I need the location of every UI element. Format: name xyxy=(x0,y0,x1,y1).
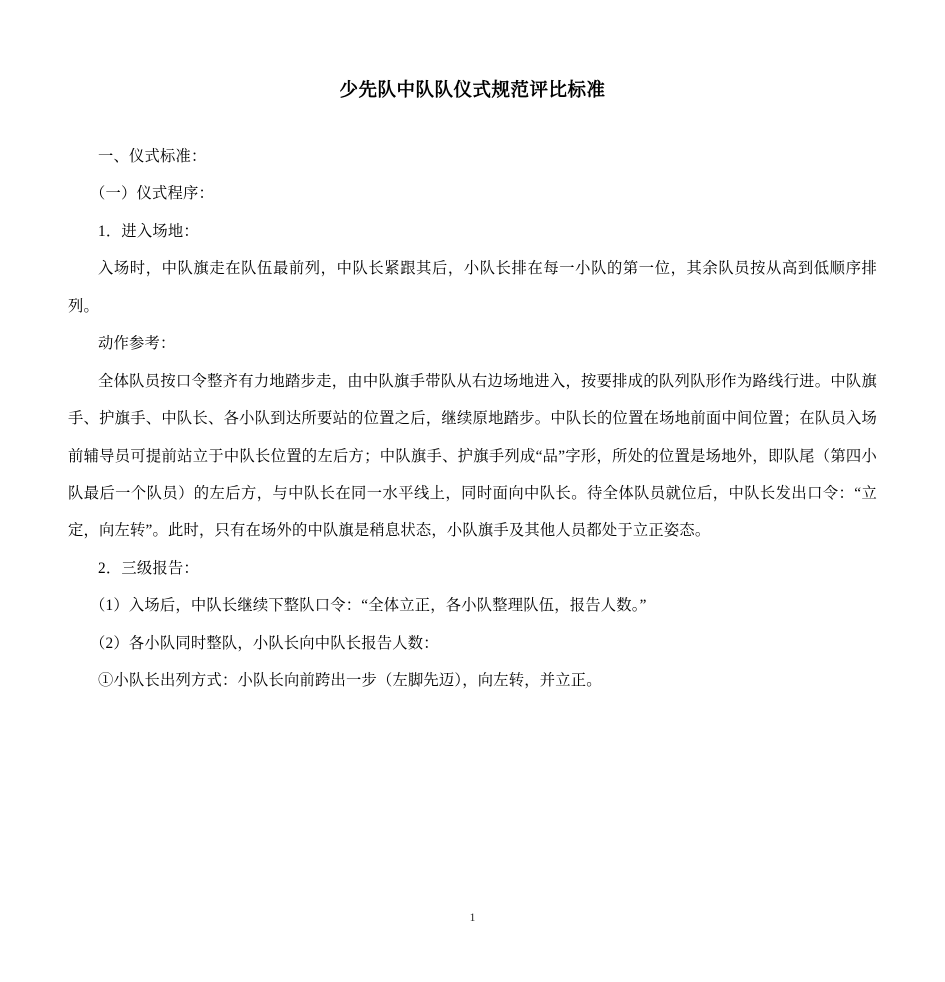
page-number: 1 xyxy=(469,912,476,924)
paragraph-item-2-sub-2-a: ①小队长出列方式：小队长向前跨出一步（左脚先迈），向左转，并立正。 xyxy=(98,672,602,690)
paragraph-section-1-heading: 一、仪式标准： xyxy=(98,147,207,165)
paragraph-action-reference-heading: 动作参考： xyxy=(98,335,176,353)
paragraph-item-1-body: 入场时，中队旗走在队伍最前列，中队长紧跟其后，小队长排在每一小队的第一位，其余队员按从高到低顺序排列。 xyxy=(68,260,877,315)
paragraph-item-2-heading: 2．三级报告： xyxy=(98,559,199,577)
document-body xyxy=(68,138,877,700)
paragraph-item-1-heading: 1．进入场地： xyxy=(98,222,199,240)
paragraph-item-2-sub-2: （2）各小队同时整队，小队长向中队长报告人数： xyxy=(90,634,439,652)
paragraph-item-2-sub-1: （1）入场后，中队长继续下整队口令：“全体立正，各小队整理队伍，报告人数。” xyxy=(90,597,647,615)
paragraph-subsection-1-heading: （一）仪式程序： xyxy=(90,185,214,203)
paragraph-action-reference-body: 全体队员按口令整齐有力地踏步走，由中队旗手带队从右边场地进入，按要排成的队列队形作为路线行进。中队旗手、护旗手、中队长、各小队到达所要站的位置之后，继续原地踏步。中队长的位置在场地前面中间位置；在队员入场前辅导员可提前站立于中队长位置的左后方；中队旗手、护旗手列成“品”字形，所处的位置是场地外，即队尾（第四小队最后一个队员）的左后方，与中队长在同一水平线上，同时面向中队长。待全体队员就位后，中队长发出口令：“立定，向左转”。此时，只有在场外的中队旗是稍息状态，小队旗手及其他人员都处于立正姿态。 xyxy=(68,372,877,540)
page-title: 少先队中队队仪式规范评比标准 xyxy=(339,79,606,100)
